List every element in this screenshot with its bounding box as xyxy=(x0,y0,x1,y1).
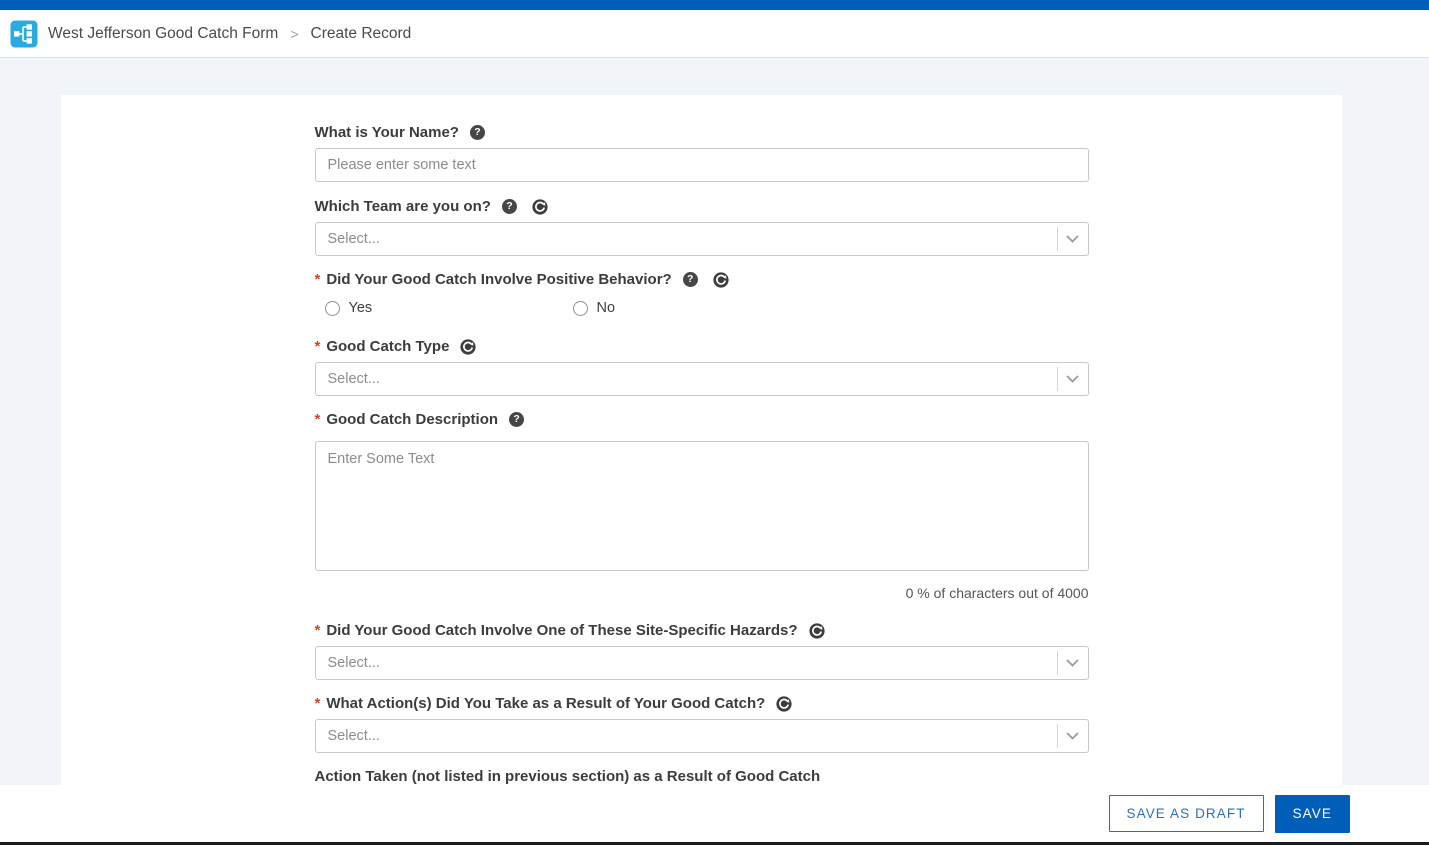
field-label-text: Did Your Good Catch Involve Positive Behavior? xyxy=(326,271,672,288)
radio-icon[interactable] xyxy=(325,301,340,316)
refresh-choices-icon[interactable] xyxy=(809,623,825,639)
radio-option-label: Yes xyxy=(348,300,373,316)
team-select[interactable] xyxy=(315,222,1089,256)
breadcrumb-header xyxy=(0,10,1429,58)
chevron-down-icon xyxy=(1058,235,1088,243)
radio-option-label: No xyxy=(596,300,616,316)
description-textarea[interactable] xyxy=(315,441,1089,571)
field-label-text: Good Catch Description xyxy=(326,411,499,428)
breadcrumb-app-link[interactable]: West Jefferson Good Catch Form xyxy=(48,24,279,42)
breadcrumb-current-page: Create Record xyxy=(310,24,412,42)
field-label-text: Action Taken (not listed in previous section) as a Result of Good Catch xyxy=(314,768,821,785)
breadcrumb-separator: > xyxy=(290,25,299,42)
field-description-label-row xyxy=(315,411,1089,428)
field-team-label-row xyxy=(315,198,1089,215)
required-marker: * xyxy=(314,622,321,639)
field-label-text: What is Your Name? xyxy=(314,124,459,141)
select-placeholder: Select... xyxy=(327,655,380,671)
field-good-catch-type-label-row xyxy=(315,338,1089,355)
positive-behavior-options xyxy=(315,300,1089,316)
field-positive-behavior xyxy=(315,271,1089,316)
refresh-choices-icon[interactable] xyxy=(713,272,729,288)
field-actions-taken xyxy=(315,695,1089,753)
required-marker: * xyxy=(314,338,321,355)
refresh-choices-icon[interactable] xyxy=(460,339,476,355)
name-input[interactable] xyxy=(315,148,1089,182)
form-action-footer xyxy=(0,785,1429,842)
select-placeholder: Select... xyxy=(327,371,380,387)
actions-select[interactable] xyxy=(315,719,1089,753)
required-marker: * xyxy=(314,271,321,288)
field-label-text: What Action(s) Did You Take as a Result of Your Good Catch? xyxy=(326,695,766,712)
help-icon[interactable]: ? xyxy=(502,199,517,214)
field-positive-behavior-label-row xyxy=(315,271,1089,288)
help-icon[interactable]: ? xyxy=(683,272,698,287)
radio-icon[interactable] xyxy=(573,301,588,316)
field-name xyxy=(315,124,1089,182)
hazards-select[interactable] xyxy=(315,646,1089,680)
create-record-form-card xyxy=(61,95,1342,845)
chevron-down-icon xyxy=(1058,375,1088,383)
field-action-taken-other-label-row xyxy=(315,768,1089,785)
radio-option-yes[interactable] xyxy=(325,300,573,316)
field-hazards xyxy=(315,622,1089,680)
good-catch-type-select[interactable] xyxy=(315,362,1089,396)
field-label-text: Good Catch Type xyxy=(326,338,450,355)
select-placeholder: Select... xyxy=(327,728,380,744)
help-icon[interactable]: ? xyxy=(470,125,485,140)
field-team xyxy=(315,198,1089,256)
top-accent-bar xyxy=(0,0,1429,10)
field-description xyxy=(315,411,1089,602)
help-icon[interactable]: ? xyxy=(509,412,524,427)
form-app-icon xyxy=(10,20,38,48)
field-label-text: Did Your Good Catch Involve One of These Site-Specific Hazards? xyxy=(326,622,798,639)
field-label-text: Which Team are you on? xyxy=(314,198,491,215)
save-as-draft-button[interactable]: SAVE AS DRAFT xyxy=(1109,795,1264,832)
save-button[interactable]: SAVE xyxy=(1275,795,1350,833)
required-marker: * xyxy=(314,411,321,428)
field-good-catch-type xyxy=(315,338,1089,396)
field-name-label-row xyxy=(315,124,1089,141)
refresh-choices-icon[interactable] xyxy=(776,696,792,712)
field-hazards-label-row xyxy=(315,622,1089,639)
chevron-down-icon xyxy=(1058,659,1088,667)
refresh-choices-icon[interactable] xyxy=(532,199,548,215)
field-actions-taken-label-row xyxy=(315,695,1089,712)
select-placeholder: Select... xyxy=(327,231,380,247)
character-counter: 0 % of characters out of 4000 xyxy=(905,585,1089,601)
required-marker: * xyxy=(314,695,321,712)
radio-option-no[interactable] xyxy=(573,300,616,316)
chevron-down-icon xyxy=(1058,732,1088,740)
